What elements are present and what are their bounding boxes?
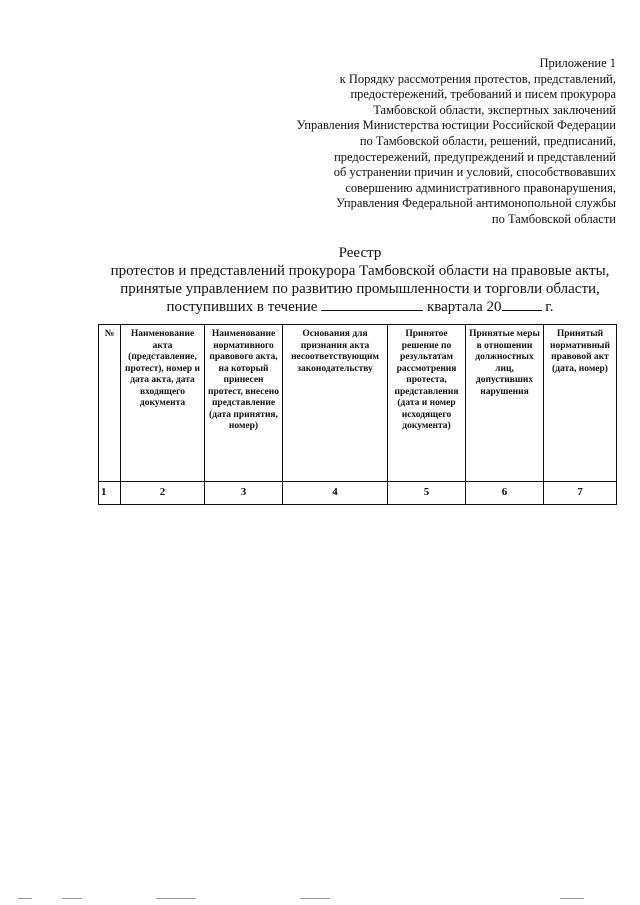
period-prefix: поступивших в течение	[166, 299, 318, 315]
scan-mark	[560, 898, 584, 899]
column-header-measures: Принятые меры в отношении должностных лиц, допустивших нарушения	[466, 325, 544, 482]
appendix-line: по Тамбовской области, решений, предписаний,	[359, 133, 616, 148]
column-header-act: Наименование акта (представление, протест), номер и дата акта, дата входящего документа	[121, 325, 205, 482]
column-number: 7	[544, 482, 617, 505]
appendix-line: Управления Министерства юстиции Российской Федерации	[296, 118, 616, 133]
column-number: 6	[466, 482, 544, 505]
header-row	[99, 325, 617, 482]
period-suffix: г.	[545, 299, 554, 315]
scan-mark	[300, 898, 330, 899]
heading-line-3	[80, 298, 640, 316]
scan-mark	[18, 898, 32, 899]
column-header-adopted-act: Принятый нормативный правовой акт (дата, номер)	[544, 325, 617, 482]
quarter-blank	[321, 299, 423, 311]
appendix-line: к Порядку рассмотрения протестов, представлений,	[339, 71, 616, 86]
column-number: 4	[283, 482, 388, 505]
appendix-line: Приложение 1	[539, 56, 616, 70]
column-number-row	[99, 482, 617, 505]
column-header-grounds: Основания для признания акта несоответствующим законодательству	[283, 325, 388, 482]
column-header-number: №	[99, 325, 121, 482]
appendix-line: Тамбовской области, экспертных заключений	[373, 102, 616, 117]
scan-mark	[156, 898, 196, 899]
document-title: Реестр	[338, 245, 382, 261]
column-number: 3	[205, 482, 283, 505]
appendix-line: Управления Федеральной антимонопольной службы	[336, 196, 616, 211]
registry-table	[98, 324, 617, 505]
appendix-line: предостережений, предупреждений и представлений	[334, 149, 616, 164]
column-number: 1	[99, 482, 121, 505]
appendix-line: совершению административного правонарушения,	[345, 180, 616, 195]
document-heading	[80, 244, 640, 316]
appendix-line: об устранении причин и условий, способствовавших	[333, 165, 616, 180]
period-quarter: квартала 20	[426, 299, 502, 315]
scan-edge-marks	[0, 893, 640, 899]
column-number: 2	[121, 482, 205, 505]
appendix-line: по Тамбовской области	[491, 211, 616, 226]
heading-line-1: протестов и представлений прокурора Тамбовской области на правовые акты,	[110, 263, 610, 279]
scan-mark	[62, 898, 82, 899]
appendix-block	[236, 56, 616, 228]
column-number: 5	[388, 482, 466, 505]
year-blank	[502, 299, 542, 311]
column-header-decision: Принятое решение по результатам рассмотрения протеста, представления (дата и номер исходящего документа)	[388, 325, 466, 482]
column-header-normative-act: Наименование нормативного правового акта, на который принесен протест, внесено представление (дата принятия, номер)	[205, 325, 283, 482]
heading-line-2: принятые управлением по развитию промышленности и торговли области,	[120, 281, 600, 297]
appendix-line: предостережений, требований и писем прокурора	[350, 87, 616, 102]
